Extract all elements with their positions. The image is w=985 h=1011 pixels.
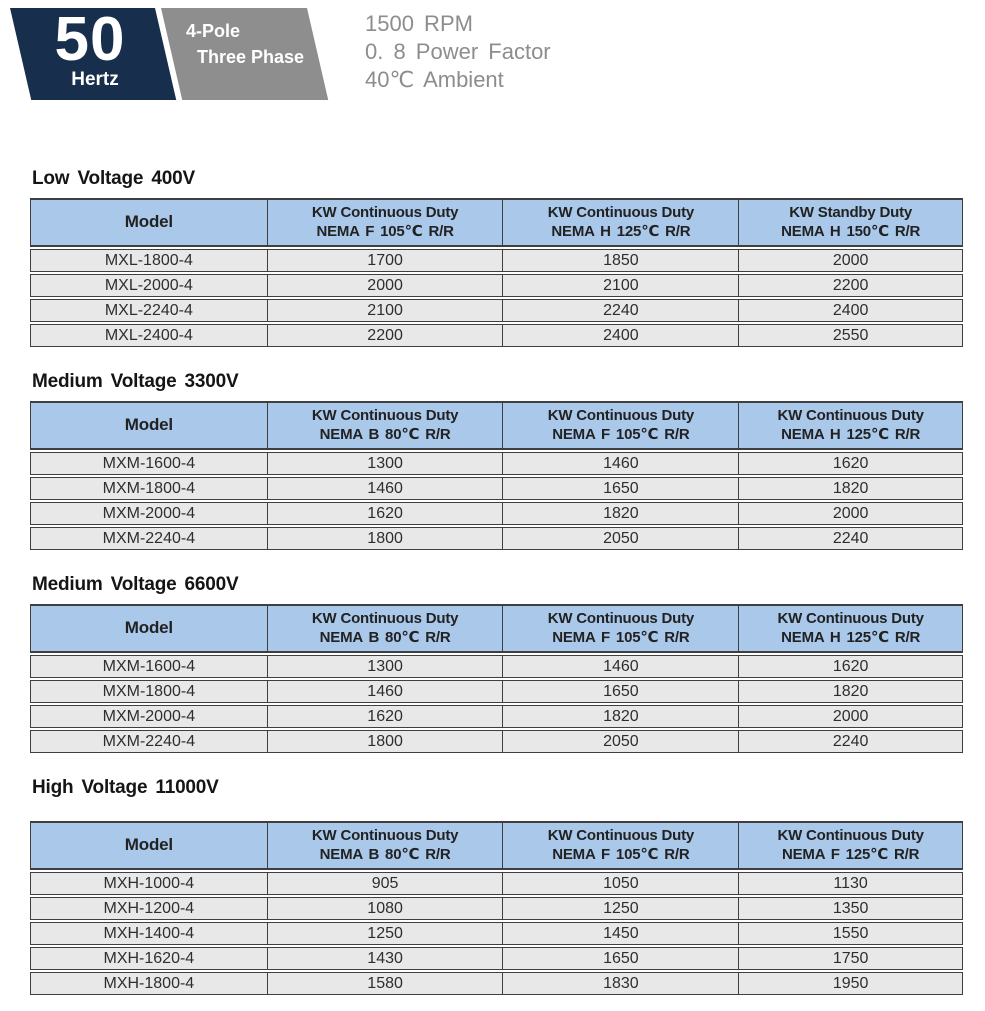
column-header-sublabel: NEMA B 80℃ R/R: [319, 846, 451, 863]
value-cell: 1820: [738, 477, 963, 500]
column-header-sublabel: NEMA H 125℃ R/R: [551, 223, 691, 240]
column-header-label: KW Continuous Duty: [311, 610, 459, 627]
column-header-sublabel: NEMA H 125℃ R/R: [781, 426, 921, 443]
column-header-sublabel: NEMA B 80℃ R/R: [319, 426, 451, 443]
spec-table-medium-voltage-3300: [30, 399, 963, 552]
value-cell: 2200: [267, 324, 503, 347]
value-cell: 1460: [267, 680, 503, 703]
spec-table-medium-voltage-6600: [30, 602, 963, 755]
column-header-sublabel: NEMA F 105℃ R/R: [552, 629, 690, 646]
header-row: [30, 198, 963, 247]
column-header: [738, 198, 963, 247]
section-low-voltage-400v: [30, 168, 963, 349]
column-header: [30, 821, 267, 870]
value-cell: 2400: [738, 299, 963, 322]
section-title: High Voltage 11000V: [32, 777, 219, 798]
table-row: [30, 730, 963, 753]
column-header: [738, 604, 963, 653]
power-factor-text: 0. 8 Power Factor: [365, 39, 551, 64]
section-high-voltage-11000v: [30, 777, 963, 997]
model-cell: MXM-2000-4: [30, 705, 267, 728]
column-header-sublabel: NEMA F 105℃ R/R: [552, 426, 690, 443]
value-cell: 1250: [502, 897, 738, 920]
value-cell: 1300: [267, 452, 503, 475]
value-cell: 2000: [738, 502, 963, 525]
table-row: [30, 299, 963, 322]
table-row: [30, 655, 963, 678]
ratings-block: [365, 10, 551, 94]
column-header: [738, 821, 963, 870]
model-cell: MXM-2240-4: [30, 527, 267, 550]
table-row: [30, 705, 963, 728]
column-header-label: KW Continuous Duty: [777, 610, 924, 627]
column-header-label: KW Continuous Duty: [311, 407, 459, 424]
value-cell: 1830: [502, 972, 738, 995]
value-cell: 1350: [738, 897, 963, 920]
frequency-value: 50: [54, 5, 126, 74]
model-cell: MXH-1620-4: [30, 947, 267, 970]
rpm-text: 1500 RPM: [365, 11, 473, 36]
column-header-sublabel: NEMA F 105℃ R/R: [552, 846, 690, 863]
column-header-label: KW Continuous Duty: [777, 827, 924, 844]
model-cell: MXM-2000-4: [30, 502, 267, 525]
value-cell: 2050: [502, 730, 738, 753]
value-cell: 1460: [267, 477, 503, 500]
column-header: [502, 821, 738, 870]
spec-table-low-voltage: [30, 196, 963, 349]
model-cell: MXH-1000-4: [30, 872, 267, 895]
column-header-sublabel: NEMA F 105℃ R/R: [316, 223, 454, 240]
value-cell: 1650: [502, 680, 738, 703]
table-row: [30, 527, 963, 550]
value-cell: 2050: [502, 527, 738, 550]
value-cell: 1820: [502, 705, 738, 728]
model-cell: MXL-1800-4: [30, 249, 267, 272]
model-cell: MXH-1400-4: [30, 922, 267, 945]
header-row: [30, 604, 963, 653]
column-header-label: KW Continuous Duty: [311, 204, 459, 221]
value-cell: 1580: [267, 972, 503, 995]
model-cell: MXM-1800-4: [30, 477, 267, 500]
value-cell: 1700: [267, 249, 503, 272]
section-medium-voltage-3300v: [30, 371, 963, 552]
value-cell: 1460: [502, 452, 738, 475]
model-cell: MXH-1800-4: [30, 972, 267, 995]
column-header: [267, 604, 503, 653]
column-header: [267, 198, 503, 247]
value-cell: 1820: [502, 502, 738, 525]
header-banner: [0, 0, 985, 100]
value-cell: 1850: [502, 249, 738, 272]
column-header-label: Model: [124, 415, 173, 434]
model-cell: MXL-2000-4: [30, 274, 267, 297]
value-cell: 1130: [738, 872, 963, 895]
table-row: [30, 972, 963, 995]
model-cell: MXM-2240-4: [30, 730, 267, 753]
value-cell: 1050: [502, 872, 738, 895]
column-header-label: KW Continuous Duty: [547, 827, 695, 844]
table-row: [30, 947, 963, 970]
column-header-label: Model: [124, 212, 173, 231]
value-cell: 1450: [502, 922, 738, 945]
column-header-sublabel: NEMA H 150℃ R/R: [781, 223, 921, 240]
table-row: [30, 274, 963, 297]
value-cell: 2240: [738, 730, 963, 753]
value-cell: 2240: [502, 299, 738, 322]
value-cell: 2240: [738, 527, 963, 550]
value-cell: 2400: [502, 324, 738, 347]
column-header-label: KW Continuous Duty: [547, 610, 695, 627]
model-cell: MXM-1600-4: [30, 452, 267, 475]
value-cell: 2000: [738, 249, 963, 272]
value-cell: 1620: [738, 655, 963, 678]
table-row: [30, 452, 963, 475]
value-cell: 1620: [267, 705, 503, 728]
value-cell: 1750: [738, 947, 963, 970]
column-header-label: KW Standby Duty: [789, 204, 913, 221]
section-title: Low Voltage 400V: [32, 168, 195, 189]
table-row: [30, 680, 963, 703]
value-cell: 905: [267, 872, 503, 895]
column-header: [502, 604, 738, 653]
column-header-label: Model: [124, 618, 173, 637]
model-cell: MXH-1200-4: [30, 897, 267, 920]
column-header-label: Model: [124, 835, 173, 854]
value-cell: 1800: [267, 527, 503, 550]
value-cell: 2000: [267, 274, 503, 297]
frequency-unit: Hertz: [71, 69, 119, 90]
model-cell: MXL-2400-4: [30, 324, 267, 347]
model-cell: MXM-1800-4: [30, 680, 267, 703]
pole-label: 4-Pole: [186, 21, 241, 41]
column-header: [30, 401, 267, 450]
table-row: [30, 324, 963, 347]
value-cell: 1080: [267, 897, 503, 920]
value-cell: 2200: [738, 274, 963, 297]
column-header: [30, 604, 267, 653]
table-row: [30, 249, 963, 272]
header-row: [30, 401, 963, 450]
value-cell: 1620: [738, 452, 963, 475]
value-cell: 1250: [267, 922, 503, 945]
spec-table-high-voltage: [30, 819, 963, 997]
value-cell: 2000: [738, 705, 963, 728]
table-row: [30, 897, 963, 920]
tables-area: [30, 168, 963, 997]
value-cell: 1800: [267, 730, 503, 753]
column-header: [738, 401, 963, 450]
model-cell: MXM-1600-4: [30, 655, 267, 678]
column-header-sublabel: NEMA H 125℃ R/R: [781, 629, 921, 646]
column-header-sublabel: NEMA B 80℃ R/R: [319, 629, 451, 646]
value-cell: 1820: [738, 680, 963, 703]
column-header-label: KW Continuous Duty: [777, 407, 924, 424]
column-header: [30, 198, 267, 247]
model-cell: MXL-2240-4: [30, 299, 267, 322]
table-row: [30, 502, 963, 525]
section-title: Medium Voltage 6600V: [32, 574, 239, 595]
value-cell: 1950: [738, 972, 963, 995]
table-row: [30, 872, 963, 895]
value-cell: 2100: [502, 274, 738, 297]
value-cell: 2550: [738, 324, 963, 347]
section-medium-voltage-6600v: [30, 574, 963, 755]
column-header: [267, 401, 503, 450]
table-row: [30, 477, 963, 500]
phase-label: Three Phase: [197, 47, 305, 67]
column-header: [502, 198, 738, 247]
ambient-text: 40℃ Ambient: [365, 67, 504, 92]
header-row: [30, 821, 963, 870]
column-header: [502, 401, 738, 450]
value-cell: 1650: [502, 477, 738, 500]
value-cell: 2100: [267, 299, 503, 322]
value-cell: 1430: [267, 947, 503, 970]
value-cell: 1460: [502, 655, 738, 678]
section-title: Medium Voltage 3300V: [32, 371, 239, 392]
value-cell: 1650: [502, 947, 738, 970]
value-cell: 1300: [267, 655, 503, 678]
column-header-label: KW Continuous Duty: [311, 827, 459, 844]
value-cell: 1550: [738, 922, 963, 945]
column-header-label: KW Continuous Duty: [547, 204, 695, 221]
column-header-label: KW Continuous Duty: [547, 407, 695, 424]
column-header: [267, 821, 503, 870]
value-cell: 1620: [267, 502, 503, 525]
column-header-sublabel: NEMA F 125℃ R/R: [781, 846, 920, 863]
table-row: [30, 922, 963, 945]
